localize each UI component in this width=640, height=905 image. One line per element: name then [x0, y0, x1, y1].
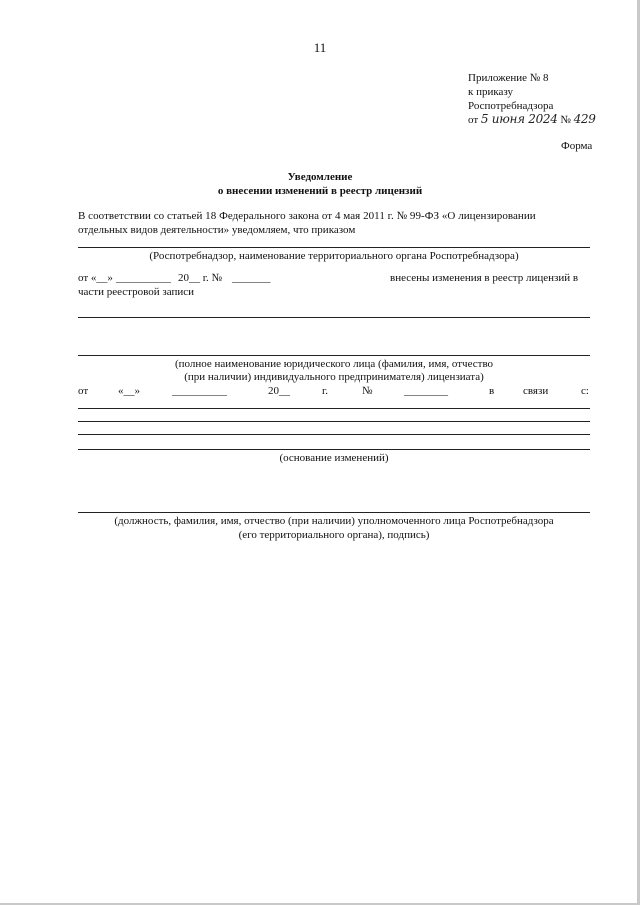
- date-row-s: с:: [581, 385, 589, 397]
- date-row-from: от: [78, 385, 89, 397]
- reason-underline-1: [78, 408, 590, 409]
- authority-underline: [78, 247, 590, 248]
- date-row-svyazi: связи: [523, 385, 549, 397]
- reason-underline-3: [78, 434, 590, 435]
- form-label: Форма: [561, 140, 593, 152]
- appendix-line-1: Приложение № 8: [468, 72, 549, 84]
- caption-signature-line-1: (должность, фамилия, имя, отчество (при наличии) уполномоченного лица Роспотребнадзора: [114, 515, 554, 527]
- page-number: 11: [313, 40, 327, 55]
- appendix-date-prefix: от: [468, 114, 479, 126]
- appendix-number-handwritten: 429: [573, 112, 596, 126]
- order-number-blank: _______: [232, 272, 271, 284]
- appendix-number-prefix: №: [560, 114, 571, 126]
- intro-line-1: В соответствии со статьей 18 Федерального закона от 4 мая 2011 г. № 99-ФЗ «О лицензировании: [78, 210, 536, 222]
- date-row-g: г.: [322, 385, 329, 397]
- caption-signature-line-2: (его территориального органа), подпись): [238, 529, 430, 541]
- caption-authority: (Роспотребнадзор, наименование территориального органа Роспотребнадзора): [149, 250, 519, 262]
- signature-underline: [78, 512, 590, 513]
- date-row-num-blank: ________: [404, 385, 448, 397]
- caption-licensee-line-2: (при наличии) индивидуального предпринимателя) лицензиата): [184, 371, 484, 383]
- intro-line-2: отдельных видов деятельности» уведомляем, что приказом: [78, 224, 356, 236]
- date-row-year: 20__: [268, 385, 290, 397]
- order-year: 20__ г. №: [178, 272, 223, 284]
- appendix-line-3: Роспотребнадзора: [468, 100, 554, 112]
- caption-licensee-line-1: (полное наименование юридического лица (фамилия, имя, отчество: [174, 358, 494, 370]
- reason-underline-4: [78, 449, 590, 450]
- date-row-num: №: [362, 385, 373, 397]
- title-line-2: о внесении изменений в реестр лицензий: [217, 185, 423, 197]
- date-row-month-blank: __________: [172, 385, 227, 397]
- date-row-v: в: [489, 385, 495, 397]
- order-registry-part: части реестровой записи: [78, 286, 194, 298]
- reason-underline-2: [78, 421, 590, 422]
- registry-underline-1: [78, 317, 590, 318]
- appendix-date-line: [468, 112, 596, 128]
- date-row-quote: «__»: [118, 385, 140, 397]
- order-month-blank: __________: [116, 272, 171, 284]
- order-from: от «__»: [78, 272, 113, 284]
- order-changes-made: внесены изменения в реестр лицензий в: [390, 272, 579, 284]
- title-line-1: Уведомление: [287, 171, 353, 183]
- appendix-line-2: к приказу: [468, 86, 514, 98]
- appendix-date-handwritten: 5 июня 2024: [480, 112, 558, 126]
- caption-basis: (основание изменений): [279, 452, 389, 464]
- registry-underline-2: [78, 355, 590, 356]
